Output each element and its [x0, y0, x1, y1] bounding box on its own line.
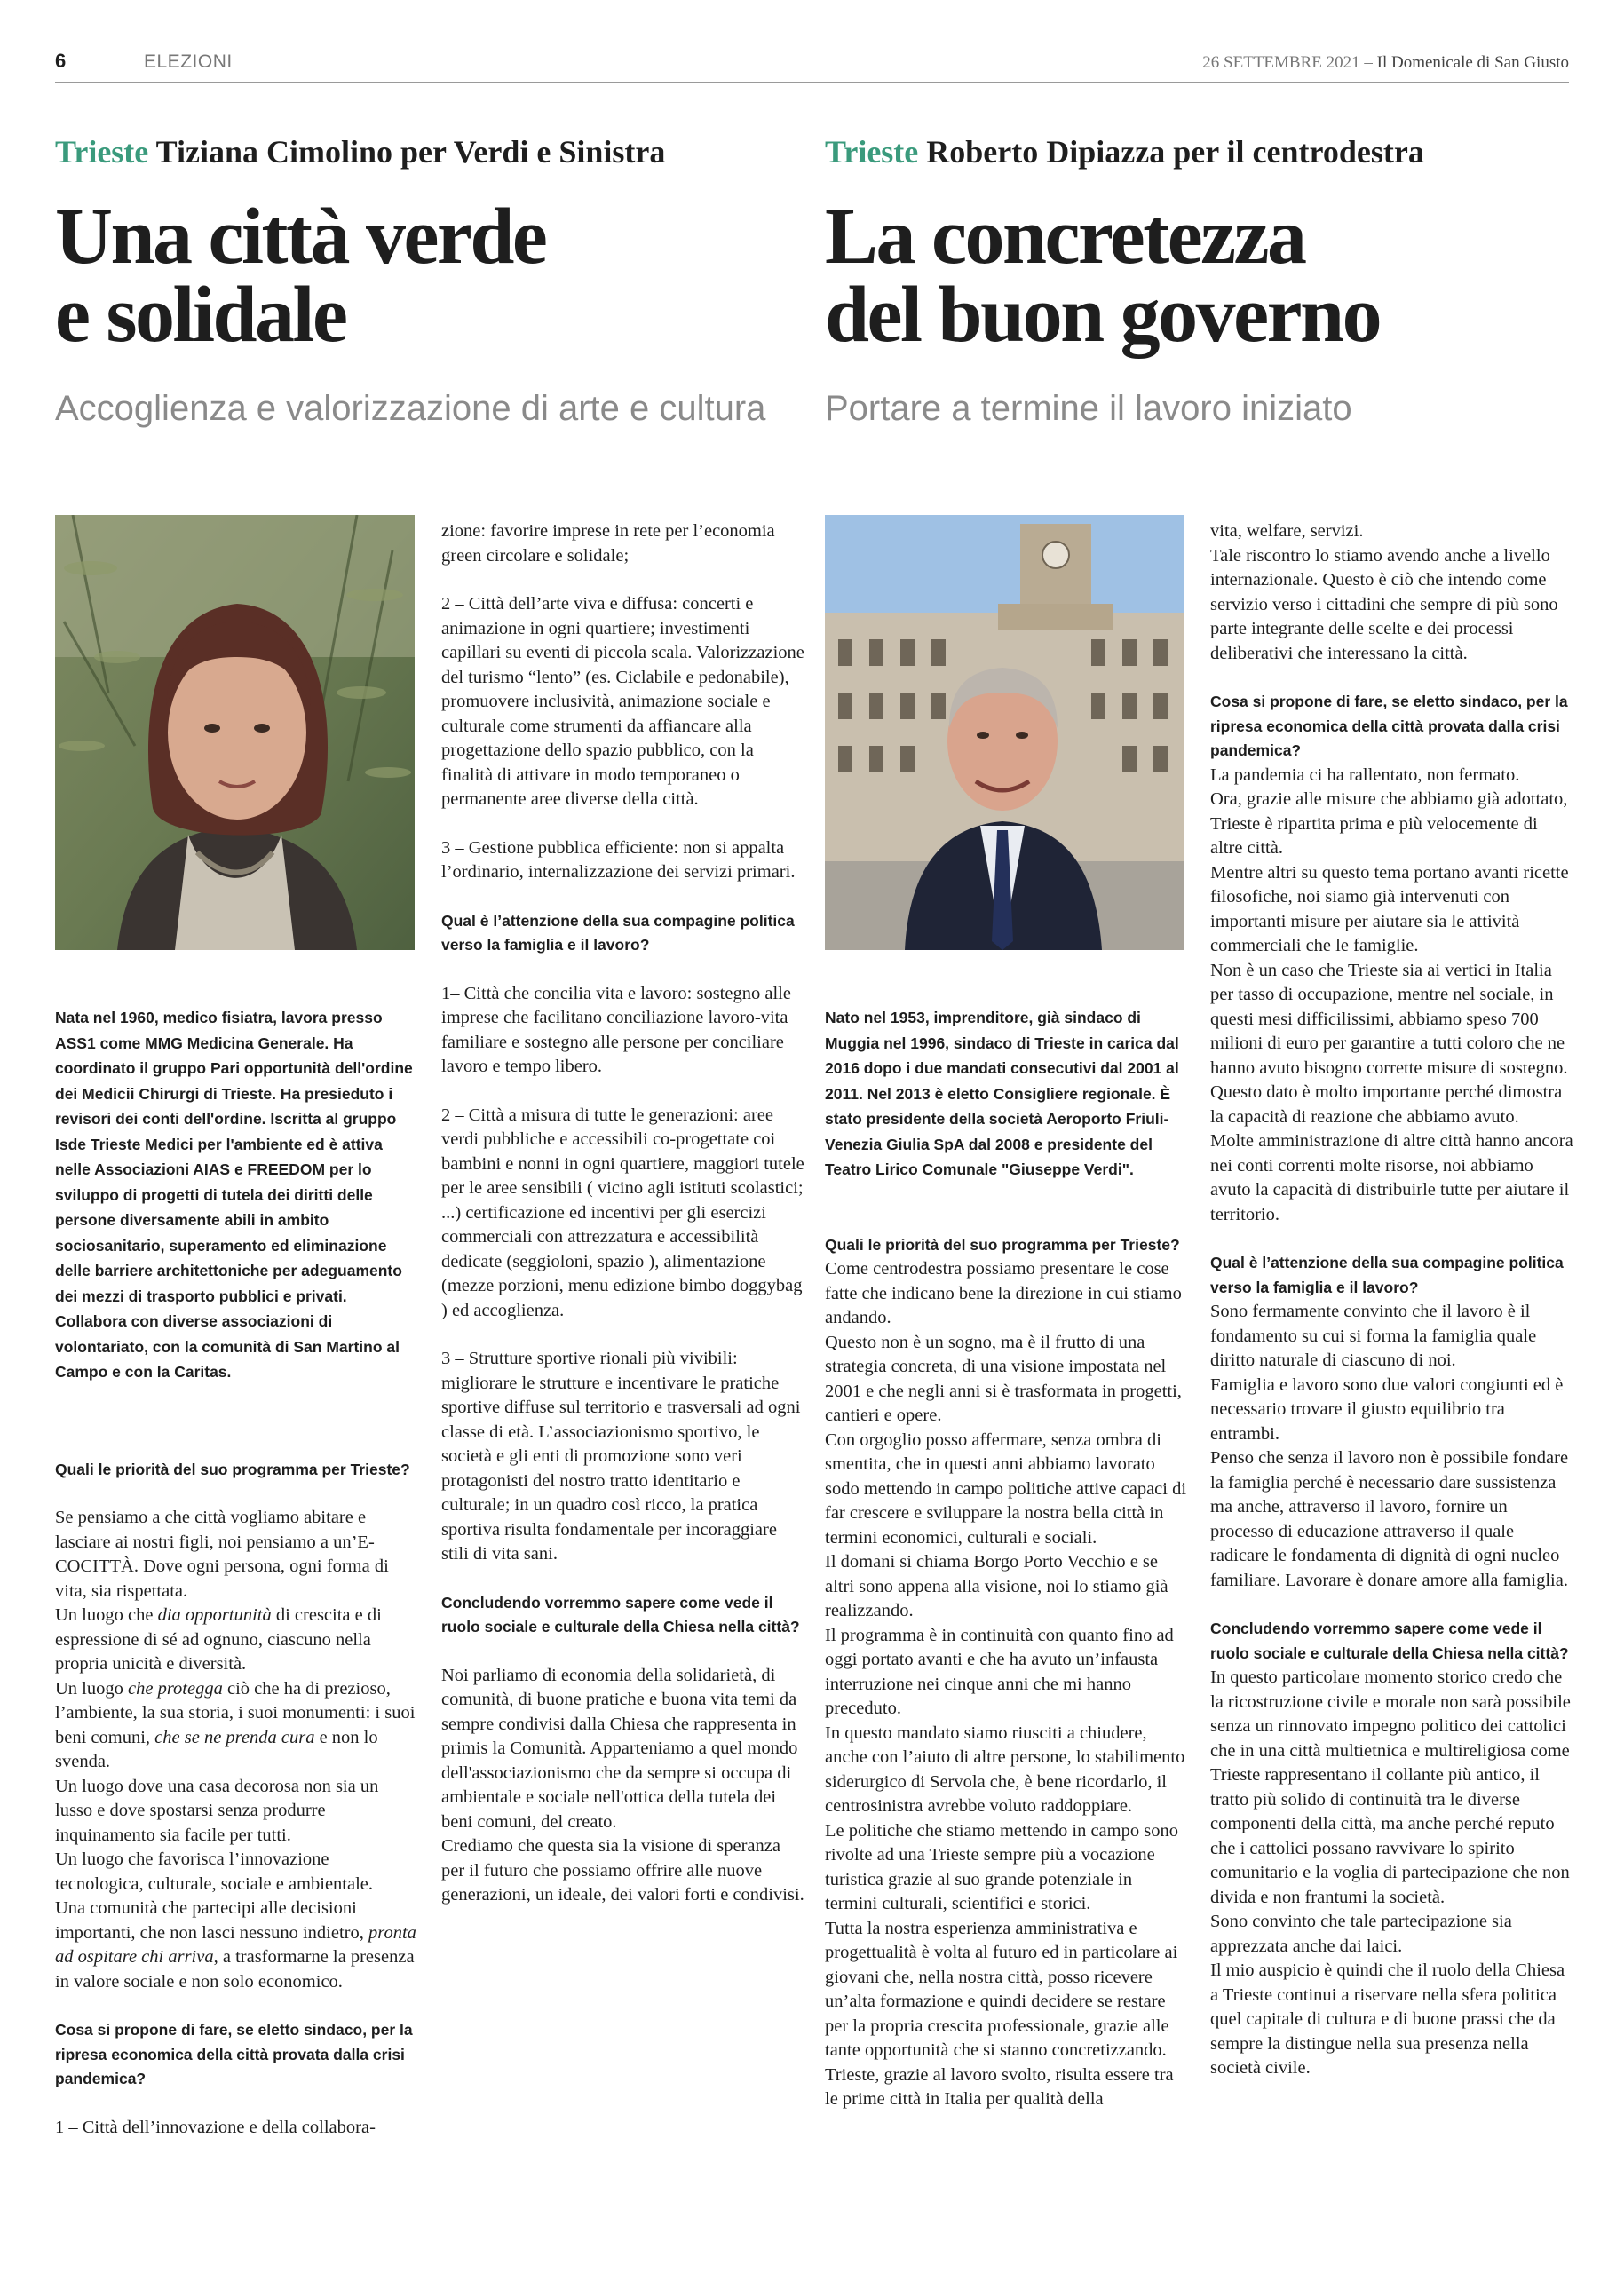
answer-text: Ora, grazie alle misure che abbiamo già adottato, Trieste è ripartita prima e più velocemente di altre città. — [1210, 789, 1568, 858]
answer-text: In questo mandato siamo riusciti a chiudere, anche con l’aiuto di altre persone, lo stabilimento siderurgico di Servola che, è bene ricordarlo, il centrosinistra avrebbe voluto raddoppiare. — [825, 1723, 1185, 1816]
answer-text: Crediamo che questa sia la visione di speranza per il futuro che possiamo offrire alle nuove generazioni, un ideale, dei valori forti e condivisi. — [441, 1836, 804, 1905]
answer-text: 2 – Città dell’arte viva e diffusa: concerti e animazione in ogni quartiere; investimenti capillari su eventi di piccola scala. Valorizzazione del turismo “lento” (es. Ciclabile e pedonabile), promuovere inclusività, animazione sociale e culturale come strumenti da affiancare alla progettazione dello spazio pubblico, con la finalità di attivare in modo temporaneo o permanente aree diverse della città. — [441, 594, 804, 809]
question-heading: Quali le priorità del suo programma per Trieste? — [55, 1460, 410, 1478]
candidate-bio: Nato nel 1953, imprenditore, già sindaco di Muggia nel 1996, sindaco di Trieste in carica dal 2016 dopo i due mandati consecutivi dal 2001 al 2011. Nel 2013 è eletto Consigliere regionale. È stato presidente della società Aeroporto Friuli-Venezia Giulia SpA dal 2008 e presidente del Teatro Lirico Comunale "Giuseppe Verdi". — [825, 1009, 1179, 1178]
issue-info: 26 SETTEMBRE 2021 – Il Domenicale di San Giusto — [1202, 53, 1569, 72]
answer-text: zione: favorire imprese in rete per l’economia green circolare e solidale; — [441, 521, 775, 566]
answer-text: Il programma è in continuità con quanto fino ad oggi portato avanti e che ha avuto un’infausta interruzione nei cinque anni che mi hanno preceduto. — [825, 1625, 1174, 1718]
page-number: 6 — [55, 50, 67, 72]
answer-text: Sono convinto che tale partecipazione sia apprezzata anche dai laici. — [1210, 1912, 1512, 1956]
answer-text: Come centrodestra possiamo presentare le cose fatte che indicano bene la direzione in cui stiamo andando. — [825, 1259, 1182, 1327]
right-column-2 — [1210, 519, 1574, 2081]
article-left-head — [55, 133, 801, 430]
headline: Una città verde e solidale — [55, 193, 546, 360]
answer-text: Il domani si chiama Borgo Porto Vecchio e se altri sono appena alla visione, noi lo stiamo già realizzando. — [825, 1552, 1168, 1620]
answer-text: 1 – Città dell’innovazione e della collabora- — [55, 2117, 376, 2137]
kicker-city: Trieste — [825, 134, 919, 170]
page-header — [55, 46, 1569, 82]
answer-text: Un luogo che protegga ciò che ha di prezioso, l’ambiente, la sua storia, i suoi monumenti: i suoi beni comuni, che se ne prenda cura e non lo svenda. — [55, 1678, 416, 1771]
answer-text: Sono fermamente convinto che il lavoro è il fondamento su cui si forma la famiglia quale diritto naturale di ciascuno di noi. — [1210, 1302, 1537, 1370]
answer-text: vita, welfare, servizi. — [1210, 521, 1364, 541]
answer-text: Un luogo che favorisca l’innovazione tecnologica, culturale, sociale e ambientale. — [55, 1849, 374, 1894]
kicker-candidate: Roberto Dipiazza per il centrodestra — [926, 134, 1424, 170]
answer-text: Molte amministrazione di altre città hanno ancora nei conti correnti molte risorse, noi abbiamo avuto la capacità di distribuirle tutte per aiutare il territorio. — [1210, 1131, 1573, 1224]
answer-text: Se pensiamo a che città vogliamo abitare e lasciare ai nostri figli, noi pensiamo a un’E-COCITTÀ. Dove ogni persona, ogni forma di vita, sia rispettata. — [55, 1508, 389, 1601]
left-column-2 — [441, 519, 805, 1908]
answer-text: Le politiche che stiamo mettendo in campo sono rivolte ad una Trieste sempre più a vocazione turistica grazie al suo grande potenziale in termini culturali, scientifici e storici. — [825, 1820, 1178, 1913]
answer-text: Il mio auspicio è quindi che il ruolo della Chiesa a Trieste continui a riservare nella sfera politica quel capitale di cultura e di buone prassi che da sempre la distingue nella sua presenza nella società civile. — [1210, 1960, 1565, 2078]
answer-text: Trieste, grazie al lavoro svolto, risulta essere tra le prime città in Italia per qualità della — [825, 2064, 1174, 2109]
section-label: ELEZIONI — [144, 51, 233, 72]
answer-text: In questo particolare momento storico credo che la ricostruzione civile e morale non sarà possibile senza un rinnovato impegno politico dei cattolici che in una città multietnica e multireligiosa come Trieste rappresentano il collante più antico, il tratto più solido di continuità tra le diverse componenti della città, ma anche perché reputo che i cattolici possano ravvivare lo spirito comunitario e la voglia di partecipazione che non divida e non frantumi la società. — [1210, 1667, 1571, 1907]
answer-text: Questo non è un sogno, ma è il frutto di una strategia concreta, di una visione impostata nel 2001 e che negli anni si è trasformata in progetti, cantieri e opere. — [825, 1332, 1182, 1425]
answer-text: Un luogo dove una casa decorosa non sia un lusso e dove spostarsi senza produrre inquinamento sia facile per tutti. — [55, 1776, 379, 1845]
question-heading: Concludendo vorremmo sapere come vede il ruolo sociale e culturale della Chiesa nella città? — [441, 1593, 800, 1635]
right-column-1 — [825, 1005, 1189, 2112]
left-column-1 — [55, 1005, 419, 2140]
answer-text: Mentre altri su questo tema portano avanti ricette filosofiche, noi siamo già intervenuti con importanti misure per aiutare sia le attività commerciali che le famiglie. — [1210, 862, 1569, 955]
newspaper-name: Il Domenicale di San Giusto — [1376, 53, 1569, 72]
answer-text: Tale riscontro lo stiamo avendo anche a livello internazionale. Questo è ciò che intendo come servizio verso i cittadini che sempre di più sono parte integrante delle scelte e dei processi deliberativi che interessano la città. — [1210, 545, 1558, 663]
header-rule — [55, 82, 1569, 83]
question-heading: Quali le priorità del suo programma per Trieste? — [825, 1235, 1180, 1254]
answer-text: 2 – Città a misura di tutte le generazioni: aree verdi pubbliche e accessibili co-progettate coi bambini e nonni in ogni quartiere, maggiori tutele per le aree sensibili ( vicino agli istituti scolastici; ...) certificazione ed incentivi per gli esercizi commerciali con attrezzatura e accessibilità dedicate (seggioloni, spazio ), alimentazione (mezze porzioni, menu edizione bimbo doggybag ) ed accoglienza. — [441, 1105, 804, 1320]
question-heading: Cosa si propone di fare, se eletto sindaco, per la ripresa economica della città provata dalla crisi pandemica? — [55, 2021, 413, 2087]
candidate-photo-cimolino — [55, 515, 415, 950]
question-heading: Cosa si propone di fare, se eletto sindaco, per la ripresa economica della città provata dalla crisi pandemica? — [1210, 693, 1568, 759]
answer-text: 1– Città che concilia vita e lavoro: sostegno alle imprese che facilitano conciliazione lavoro-vita familiare e sostegno alle persone per conciliare lavoro e tempo libero. — [441, 983, 791, 1076]
answer-text: Noi parliamo di economia della solidarietà, di comunità, di buone pratiche e buona vita temi da sempre condivisi dalla Chiesa che rappresenta in primis la Comunità. Apparteniamo a quel mondo dell'associazionismo che da sempre si occupa di ambientale e sociale nell'ottica della tutela dei beni comuni, del creato. — [441, 1665, 798, 1832]
answer-text: Tutta la nostra esperienza amministrativa e progettualità è volta al futuro ed in particolare ai giovani che, nella nostra città, posso ricevere un’alta formazione e quindi decidere se restare per la propria crescita professionale, grazie alle tante opportunità che si stanno concretizzando. — [825, 1918, 1178, 2060]
kicker-city: Trieste — [55, 134, 149, 170]
answer-text: 3 – Gestione pubblica efficiente: non si appalta l’ordinario, internalizzazione dei servizi primari. — [441, 837, 796, 882]
answer-text: Un luogo che dia opportunità di crescita e di espressione di sé ad ognuno, ciascuno nella propria unicità e diversità. — [55, 1605, 382, 1674]
answer-text: Una comunità che partecipi alle decisioni importanti, che non lasci nessuno indietro, pronta ad ospitare chi arriva, a trasformarne la presenza in valore sociale e non solo economico. — [55, 1898, 416, 1992]
kicker — [55, 133, 801, 171]
candidate-bio: Nata nel 1960, medico fisiatra, lavora presso ASS1 come MMG Medicina Generale. Ha coordinato il gruppo Pari opportunità dell'ordine dei Medicii Chirurgi di Trieste. Ha presieduto i revisori dei conti dell'ordine. Iscritta al gruppo Isde Trieste Medici per l'ambiente ed è attiva nelle Associazioni AIAS e FREEDOM per lo sviluppo di progetti di tutela dei diritti delle persone diversamente abili in ambito sociosanitario, superamento ed eliminazione delle barriere architettoniche per adeguamento dei mezzi di trasporto pubblici e privati. Collabora con diverse associazioni di volontariato, con la comunità di San Martino al Campo e con la Caritas. — [55, 1009, 413, 1381]
answer-text: Con orgoglio posso affermare, senza ombra di smentita, che in questi anni abbiamo lavorato sodo mettendo in campo politiche attive capaci di far crescere e sviluppare la nostra bella città in termini economici, culturali e sociali. — [825, 1430, 1187, 1548]
issue-date: 26 SETTEMBRE 2021 — [1202, 53, 1360, 72]
answer-text: La pandemia ci ha rallentato, non fermato. — [1210, 764, 1520, 785]
headline: La concretezza del buon governo — [825, 193, 1381, 360]
answer-text: Famiglia e lavoro sono due valori congiunti ed è necessario trovare il giusto equilibrio tra entrambi. — [1210, 1374, 1564, 1444]
question-heading: Qual è l’attenzione della sua compagine politica verso la famiglia e il lavoro? — [441, 911, 795, 954]
candidate-photo-dipiazza — [825, 515, 1184, 950]
answer-text: Penso che senza il lavoro non è possibile fondare la famiglia perché è necessario dare sussistenza ma anche, attraverso il lavoro, fornire un processo di educazione attraverso il quale radicare le fondamenta di dignità di ogni nucleo familiare. Lavorare è donare amore alla famiglia. — [1210, 1448, 1569, 1590]
question-heading: Qual è l’attenzione della sua compagine politica verso la famiglia e il lavoro? — [1210, 1254, 1564, 1296]
answer-text: Non è un caso che Trieste sia ai vertici in Italia per tasso di occupazione, mentre nel sociale, in questi mesi difficilissimi, abbiamo speso 700 milioni di euro per garantire a tutti coloro che ne hanno avuto bisogno corrette misure di sostegno. — [1210, 960, 1568, 1078]
question-heading: Concludendo vorremmo sapere come vede il ruolo sociale e culturale della Chiesa nella città? — [1210, 1620, 1569, 1662]
answer-text: Questo dato è molto importante perché dimostra la capacità di reazione che abbiamo avuto. — [1210, 1082, 1563, 1127]
subheadline: Accoglienza e valorizzazione di arte e cultura — [55, 388, 766, 428]
subheadline: Portare a termine il lavoro iniziato — [825, 388, 1352, 428]
kicker — [825, 133, 1571, 171]
kicker-candidate: Tiziana Cimolino per Verdi e Sinistra — [155, 134, 666, 170]
article-right-head — [825, 133, 1571, 430]
answer-text: 3 – Strutture sportive rionali più vivibili: migliorare le strutture e incentivare le pratiche sportive diffuse sul territorio e trasversali ad ogni classe di età. L’associazionismo sportivo, le società e gli enti di promozione sono veri protagonisti del nostro tratto identitario e culturale; in un quadro così ricco, la pratica sportiva risulta fondamentale per incoraggiare stili di vita sani. — [441, 1349, 801, 1564]
